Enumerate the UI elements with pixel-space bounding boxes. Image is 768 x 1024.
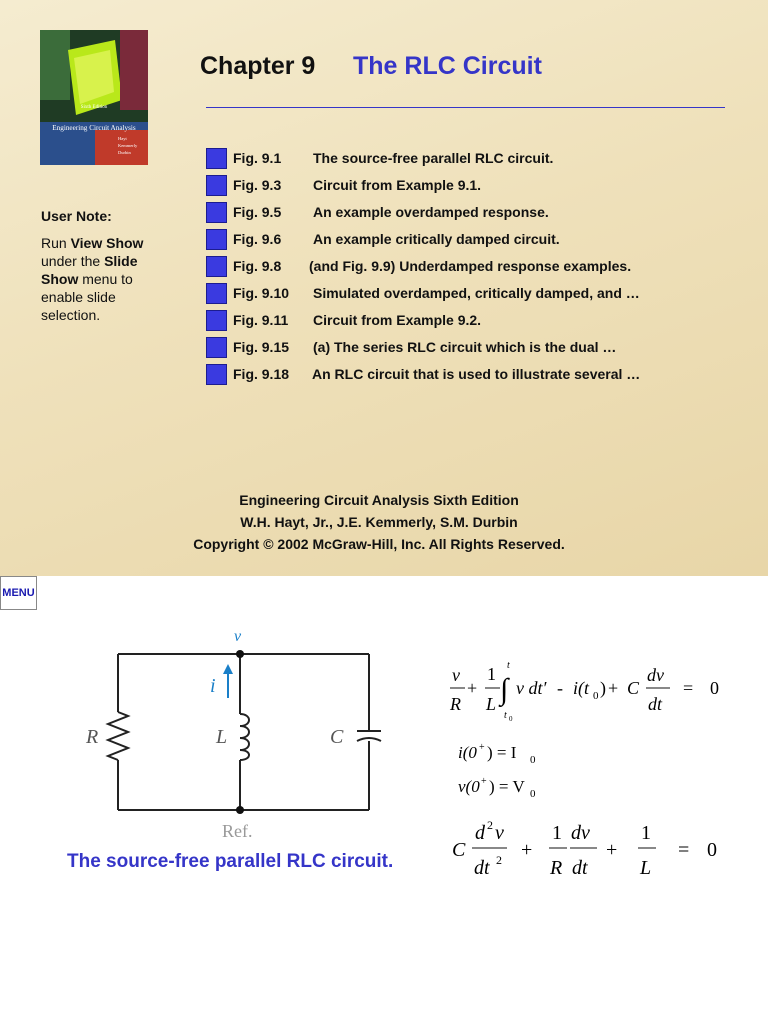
book-cover-art bbox=[40, 30, 148, 165]
figure-description: The source-free parallel RLC circuit. bbox=[313, 150, 554, 166]
figure-description: Simulated overdamped, critically damped, and … bbox=[313, 285, 640, 301]
figure-link-button[interactable] bbox=[206, 148, 227, 169]
figure-description: An example critically damped circuit. bbox=[313, 231, 560, 247]
ic2-subscript: 0 bbox=[530, 788, 536, 800]
eq1-dt: dt bbox=[648, 694, 663, 714]
credits-copyright: Copyright © 2002 McGraw-Hill, Inc. All Rights Reserved. bbox=[193, 536, 565, 552]
figure-number: Fig. 9.5 bbox=[233, 204, 282, 220]
current-arrow-head bbox=[223, 664, 233, 674]
figure-number: Fig. 9.11 bbox=[233, 312, 289, 328]
figure-description: Circuit from Example 9.1. bbox=[313, 177, 482, 193]
eq1-r-denominator: R bbox=[450, 694, 461, 714]
ic2-left: v(0 bbox=[458, 777, 480, 796]
eq1-plus-2: + bbox=[608, 678, 619, 698]
user-note-menu-to: menu to enable slide selection. bbox=[41, 271, 133, 323]
user-note-run: Run bbox=[41, 235, 71, 251]
eq2-one-2: 1 bbox=[641, 822, 651, 844]
figure-link-9-15[interactable] bbox=[206, 336, 616, 358]
eq2-c: C bbox=[452, 839, 466, 861]
eq2-d: d bbox=[475, 822, 485, 844]
ref-node-dot bbox=[236, 806, 244, 814]
inductor-symbol bbox=[240, 714, 249, 760]
ic1-superscript: + bbox=[479, 742, 485, 753]
integral-upper-limit: t bbox=[507, 660, 510, 671]
integral-lower-sub: 0 bbox=[509, 715, 513, 723]
eq1-v-numerator: v bbox=[452, 665, 460, 685]
user-note-under: under the bbox=[41, 253, 105, 269]
capacitor-plate-bottom bbox=[357, 738, 381, 741]
ic1-left: i(0 bbox=[458, 743, 477, 762]
eq1-dv: dv bbox=[647, 665, 664, 685]
eq2-l: L bbox=[640, 857, 652, 879]
eq1-plus-1: + bbox=[467, 678, 478, 698]
resistor-label: R bbox=[86, 726, 99, 748]
eq1-zero: 0 bbox=[710, 678, 719, 698]
figure-caption: The source-free parallel RLC circuit. bbox=[67, 851, 394, 872]
credits-title: Engineering Circuit Analysis Sixth Edition bbox=[239, 492, 519, 508]
book-author-2: Kemmerly bbox=[118, 143, 138, 148]
eq2-dt-lower: dt bbox=[572, 857, 588, 879]
integral-lower-limit: t bbox=[504, 710, 507, 721]
menu-button[interactable]: MENU bbox=[0, 576, 37, 610]
figure-link-9-8[interactable] bbox=[206, 255, 631, 277]
figure-number: Fig. 9.6 bbox=[233, 231, 282, 247]
figure-link-button[interactable] bbox=[206, 229, 227, 250]
figure-description: An RLC circuit that is used to illustrate several … bbox=[312, 366, 641, 382]
ic2-superscript: + bbox=[481, 776, 487, 787]
eq2-dt-squared: 2 bbox=[496, 853, 502, 867]
integral-sign: ∫ bbox=[500, 673, 509, 706]
figure-number: Fig. 9.18 bbox=[233, 366, 290, 382]
rlc-slide-figure bbox=[0, 576, 768, 1024]
figure-description: An example overdamped response. bbox=[313, 204, 549, 220]
eq1-l-denominator: L bbox=[486, 694, 497, 714]
user-note-heading: User Note: bbox=[41, 208, 112, 224]
eq2-r: R bbox=[550, 857, 563, 879]
node-v-dot bbox=[236, 650, 244, 658]
book-cover-image bbox=[40, 30, 148, 165]
eq1-one: 1 bbox=[487, 664, 496, 684]
eq2-zero: 0 bbox=[707, 839, 717, 861]
user-note-body bbox=[41, 234, 161, 324]
figure-link-9-18[interactable] bbox=[206, 363, 640, 385]
figure-link-button[interactable] bbox=[206, 310, 227, 331]
chapter-title: The RLC Circuit bbox=[353, 52, 542, 80]
differential-equation bbox=[452, 818, 717, 879]
book-author-3: Durbin bbox=[118, 150, 131, 155]
figure-description: Circuit from Example 9.2. bbox=[313, 312, 482, 328]
eq2-plus-1: + bbox=[521, 839, 533, 861]
eq2-equals: = bbox=[678, 839, 690, 861]
chapter-number: Chapter 9 bbox=[200, 52, 316, 80]
eq2-dt: dt bbox=[474, 857, 490, 879]
ic2-mid: ) = V bbox=[489, 777, 525, 796]
current-i-label: i bbox=[210, 675, 216, 697]
node-equation bbox=[449, 660, 719, 723]
figure-number: Fig. 9.1 bbox=[233, 150, 282, 166]
figure-link-button[interactable] bbox=[206, 283, 227, 304]
reference-label: Ref. bbox=[222, 821, 253, 841]
eq2-one-1: 1 bbox=[552, 822, 562, 844]
book-title-text: Engineering Circuit Analysis bbox=[52, 124, 136, 132]
eq1-i-t0: i(t bbox=[573, 678, 589, 698]
figure-number: Fig. 9.10 bbox=[233, 285, 290, 301]
figure-link-9-1[interactable] bbox=[206, 147, 553, 169]
inductor-label: L bbox=[216, 726, 228, 748]
user-note-slide-show: Slide Show bbox=[41, 253, 138, 287]
figure-description: (and Fig. 9.9) Underdamped response examples. bbox=[309, 258, 632, 274]
figure-link-9-6[interactable] bbox=[206, 228, 560, 250]
eq1-minus: - bbox=[557, 678, 563, 698]
figure-link-button[interactable] bbox=[206, 364, 227, 385]
figure-link-button[interactable] bbox=[206, 175, 227, 196]
figure-number: Fig. 9.8 bbox=[233, 258, 282, 274]
figure-link-button[interactable] bbox=[206, 202, 227, 223]
book-edition-text: Sixth Edition bbox=[80, 105, 108, 110]
figure-description: (a) The series RLC circuit which is the dual … bbox=[313, 339, 617, 355]
ic1-mid: ) = I bbox=[487, 743, 517, 762]
figure-link-9-10[interactable] bbox=[206, 282, 640, 304]
figure-number: Fig. 9.15 bbox=[233, 339, 290, 355]
ic1-subscript: 0 bbox=[530, 754, 536, 766]
eq1-c: C bbox=[627, 678, 640, 698]
initial-conditions bbox=[458, 742, 536, 800]
capacitor-label: C bbox=[330, 726, 344, 748]
eq2-d-squared: 2 bbox=[487, 818, 493, 832]
user-note-view-show: View Show bbox=[70, 235, 144, 251]
figure-link-9-11[interactable] bbox=[206, 309, 481, 331]
eq2-v: v bbox=[495, 822, 504, 844]
credits-authors: W.H. Hayt, Jr., J.E. Kemmerly, S.M. Durbin bbox=[240, 514, 518, 530]
resistor-symbol bbox=[108, 712, 128, 760]
figure-number: Fig. 9.3 bbox=[233, 177, 282, 193]
figure-link-9-3[interactable] bbox=[206, 174, 481, 196]
eq1-t0-sub: 0 bbox=[593, 690, 599, 702]
eq2-dv: dv bbox=[571, 822, 590, 844]
figure-link-9-5[interactable] bbox=[206, 201, 549, 223]
title-divider bbox=[206, 107, 725, 108]
figure-link-button[interactable] bbox=[206, 337, 227, 358]
figure-link-button[interactable] bbox=[206, 256, 227, 277]
node-v-label: v bbox=[234, 628, 242, 645]
eq1-integrand: v dt′ bbox=[516, 678, 547, 698]
eq2-plus-2: + bbox=[606, 839, 618, 861]
eq1-close-paren: ) bbox=[600, 678, 606, 698]
book-author-1: Hayt bbox=[118, 136, 127, 141]
eq1-equals: = bbox=[683, 678, 694, 698]
